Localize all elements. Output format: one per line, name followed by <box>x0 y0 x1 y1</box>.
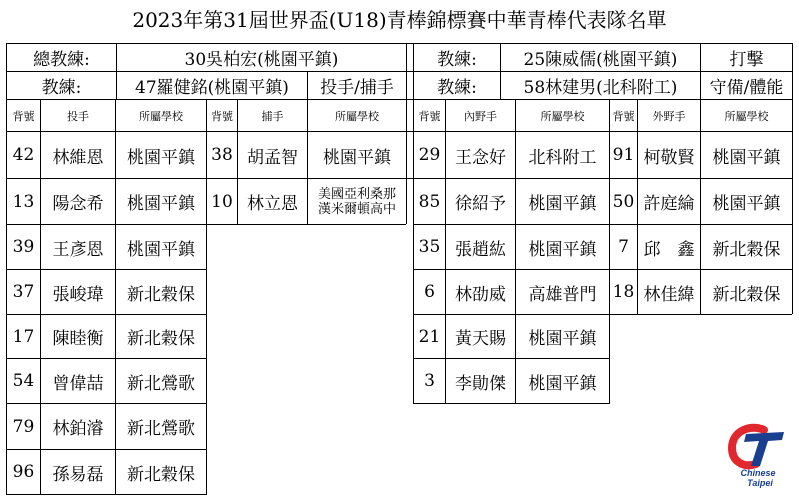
catcher-name: 胡孟智 <box>247 147 298 168</box>
outfielder-school: 新北穀保 <box>712 239 781 260</box>
pitcher-school: 桃園平鎮 <box>127 194 195 214</box>
header-number: 背號 <box>12 109 35 123</box>
pitcher-number: 37 <box>12 282 35 302</box>
header-pitcher: 投手 <box>67 109 89 123</box>
pitcher-number: 39 <box>12 237 35 257</box>
catcher-number: 10 <box>211 191 233 212</box>
header-school: 所屬學校 <box>724 109 769 123</box>
infielder-school: 桃園平鎮 <box>528 194 597 214</box>
ct-logo-icon <box>724 420 788 488</box>
pitcher-name: 王彥恩 <box>52 239 104 260</box>
outfielder-number: 91 <box>612 145 635 165</box>
coach-value-1: 25陳威儒(桃園平鎮) <box>523 50 678 70</box>
infielder-name: 徐紹予 <box>455 194 506 214</box>
infielder-school: 北科附工 <box>528 147 597 168</box>
infielder-school: 高雄普門 <box>528 284 597 305</box>
coach-role-2: 投手/捕手 <box>320 78 394 98</box>
chinese-taipei-logo <box>724 420 788 488</box>
pitcher-school: 桃園平鎮 <box>127 239 195 260</box>
catcher-name: 林立恩 <box>247 194 298 214</box>
infielder-school: 桃園平鎮 <box>528 373 597 394</box>
outfielder-number: 7 <box>618 237 629 257</box>
header-number: 背號 <box>612 109 635 123</box>
catcher-school: 桃園平鎮 <box>323 147 391 168</box>
infielder-school: 桃園平鎮 <box>528 329 597 349</box>
pitcher-number: 79 <box>12 416 35 437</box>
outfielder-school: 桃園平鎮 <box>712 147 781 168</box>
infielder-number: 3 <box>424 371 435 391</box>
header-school: 所屬學校 <box>540 109 585 123</box>
outfielder-name: 林佳緯 <box>643 284 695 305</box>
coach-label-1: 教練: <box>437 50 477 70</box>
infielder-number: 29 <box>418 145 441 165</box>
header-school: 所屬學校 <box>335 109 379 123</box>
catcher-school <box>308 179 406 224</box>
header-number: 背號 <box>211 109 233 123</box>
coach-role-3: 守備/體能 <box>709 78 784 98</box>
pitcher-school: 桃園平鎮 <box>127 147 195 168</box>
catcher-number: 38 <box>211 145 233 165</box>
outfielder-number: 18 <box>612 282 635 302</box>
header-school: 所屬學校 <box>139 109 183 123</box>
coach-value-2: 47羅健銘(桃園平鎮) <box>135 78 289 98</box>
infielder-name: 王念好 <box>455 147 506 168</box>
header-number: 背號 <box>418 109 441 123</box>
infielder-number: 85 <box>418 191 441 212</box>
pitcher-name: 陽念希 <box>52 194 104 214</box>
page-title: 2023年第31屆世界盃(U18)青棒錦標賽中華青棒代表隊名單 <box>132 8 667 32</box>
coach-role-1: 打擊 <box>729 50 764 70</box>
coach-value-3: 58林建男(北科附工) <box>523 78 678 98</box>
infielder-name: 張趙紘 <box>455 239 506 260</box>
infielder-school: 桃園平鎮 <box>528 239 597 260</box>
infielder-name: 李勛傑 <box>455 373 506 394</box>
outfielder-name: 邱 鑫 <box>643 239 695 260</box>
header-infielder: 內野手 <box>464 109 497 123</box>
pitcher-name: 張峻瑋 <box>52 284 104 305</box>
pitcher-school: 新北鶯歌 <box>127 419 195 439</box>
pitcher-name: 林鉑濬 <box>52 419 104 439</box>
head-coach-label: 總教練: <box>33 50 90 70</box>
logo-text-line-1: Chinese <box>740 468 776 478</box>
coach-label-3: 教練: <box>437 78 477 98</box>
catcher-school-line-1: 美國亞利桑那 <box>317 186 396 202</box>
outfielder-name: 柯敬賢 <box>643 147 695 168</box>
catcher-school-line-2: 漢米爾頓高中 <box>317 201 396 217</box>
head-coach-value: 30吳柏宏(桃園平鎮) <box>184 50 339 70</box>
pitcher-school: 新北穀保 <box>127 284 195 305</box>
pitcher-name: 曾偉喆 <box>52 373 104 394</box>
infielder-number: 6 <box>424 282 435 302</box>
pitcher-number: 96 <box>12 462 35 482</box>
coach-label-2: 教練: <box>41 78 82 98</box>
logo-text-line-2: Taipei <box>747 478 773 488</box>
header-outfielder: 外野手 <box>652 109 686 123</box>
outfielder-school: 桃園平鎮 <box>712 194 781 214</box>
pitcher-number: 54 <box>12 371 35 391</box>
pitcher-school: 新北穀保 <box>127 464 195 485</box>
pitcher-school: 新北鶯歌 <box>127 373 195 394</box>
pitcher-name: 陳睦衡 <box>52 329 104 349</box>
pitcher-school: 新北穀保 <box>127 329 195 349</box>
infielder-number: 35 <box>418 237 441 257</box>
infielder-name: 黃天賜 <box>455 329 506 349</box>
pitcher-name: 孫易磊 <box>52 464 104 485</box>
outfielder-number: 50 <box>612 191 635 212</box>
pitcher-number: 42 <box>12 145 35 165</box>
outfielder-name: 許庭綸 <box>643 194 695 214</box>
pitcher-number: 13 <box>12 191 35 212</box>
pitcher-number: 17 <box>12 326 35 347</box>
outfielder-school: 新北穀保 <box>712 284 781 305</box>
header-catcher: 捕手 <box>261 109 284 123</box>
infielder-number: 21 <box>418 326 441 347</box>
pitcher-name: 林維恩 <box>52 147 104 168</box>
infielder-name: 林劭威 <box>455 284 506 305</box>
